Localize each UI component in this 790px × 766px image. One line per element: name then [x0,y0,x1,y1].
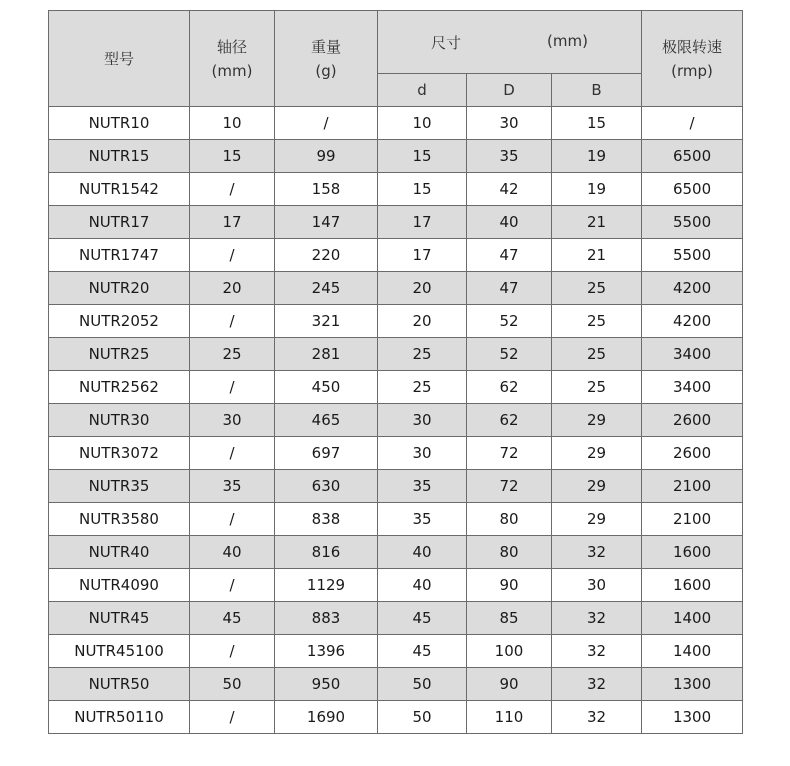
cell-shaft: 17 [190,206,275,239]
cell-weight: 245 [275,272,378,305]
cell-shaft: 25 [190,338,275,371]
cell-shaft: 50 [190,668,275,701]
cell-model: NUTR3072 [49,437,190,470]
header-weight-label: 重量 [310,37,341,56]
cell-B: 15 [552,107,642,140]
cell-D: 110 [467,701,552,734]
cell-weight: 883 [275,602,378,635]
cell-B: 25 [552,338,642,371]
cell-B: 21 [552,239,642,272]
cell-d: 50 [378,668,467,701]
table-row [49,140,743,173]
cell-model: NUTR10 [49,107,190,140]
cell-B: 25 [552,272,642,305]
cell-speed: 3400 [642,338,743,371]
cell-weight: 147 [275,206,378,239]
cell-B: 29 [552,470,642,503]
cell-d: 15 [378,173,467,206]
table-row [49,569,743,602]
cell-D: 52 [467,305,552,338]
cell-d: 15 [378,140,467,173]
cell-speed: 4200 [642,272,743,305]
header-weight [275,11,378,107]
cell-shaft: / [190,173,275,206]
cell-speed: 2600 [642,437,743,470]
cell-weight: 630 [275,470,378,503]
cell-d: 17 [378,206,467,239]
cell-D: 35 [467,140,552,173]
cell-d: 20 [378,272,467,305]
cell-shaft: / [190,437,275,470]
table-row [49,470,743,503]
cell-shaft: 35 [190,470,275,503]
cell-weight: 281 [275,338,378,371]
cell-model: NUTR50 [49,668,190,701]
cell-shaft: 20 [190,272,275,305]
cell-speed: 1300 [642,701,743,734]
cell-speed: / [642,107,743,140]
cell-D: 42 [467,173,552,206]
cell-D: 30 [467,107,552,140]
cell-weight: 838 [275,503,378,536]
cell-D: 90 [467,668,552,701]
cell-B: 30 [552,569,642,602]
cell-d: 25 [378,371,467,404]
cell-D: 47 [467,272,552,305]
cell-shaft: / [190,635,275,668]
cell-weight: 1129 [275,569,378,602]
cell-weight: 697 [275,437,378,470]
header-weight-unit: (g) [315,61,337,80]
cell-weight: / [275,107,378,140]
cell-model: NUTR17 [49,206,190,239]
cell-speed: 2600 [642,404,743,437]
cell-B: 32 [552,602,642,635]
header-shaft-label: 轴径 [216,37,247,56]
cell-weight: 465 [275,404,378,437]
cell-model: NUTR40 [49,536,190,569]
cell-d: 10 [378,107,467,140]
cell-d: 25 [378,338,467,371]
table-row [49,602,743,635]
header-speed [642,11,743,107]
cell-speed: 5500 [642,239,743,272]
cell-weight: 1690 [275,701,378,734]
table-row [49,635,743,668]
cell-D: 72 [467,470,552,503]
cell-shaft: / [190,305,275,338]
table-body [49,107,743,734]
cell-model: NUTR15 [49,140,190,173]
cell-shaft: 45 [190,602,275,635]
cell-weight: 321 [275,305,378,338]
cell-model: NUTR2562 [49,371,190,404]
cell-D: 52 [467,338,552,371]
cell-weight: 158 [275,173,378,206]
cell-speed: 2100 [642,470,743,503]
cell-d: 30 [378,437,467,470]
cell-model: NUTR1542 [49,173,190,206]
cell-speed: 5500 [642,206,743,239]
cell-d: 35 [378,470,467,503]
cell-weight: 99 [275,140,378,173]
cell-d: 45 [378,602,467,635]
cell-shaft: 30 [190,404,275,437]
cell-D: 47 [467,239,552,272]
cell-shaft: 40 [190,536,275,569]
header-speed-label: 极限转速 [662,37,723,56]
header-B: B [552,74,642,107]
header-D: D [467,74,552,107]
cell-model: NUTR25 [49,338,190,371]
header-dims-unit: (mm) [547,31,588,50]
header-dimensions [378,11,642,74]
cell-weight: 1396 [275,635,378,668]
table-row [49,206,743,239]
cell-model: NUTR4090 [49,569,190,602]
cell-weight: 950 [275,668,378,701]
cell-d: 30 [378,404,467,437]
cell-D: 85 [467,602,552,635]
cell-model: NUTR2052 [49,305,190,338]
cell-B: 32 [552,701,642,734]
cell-shaft: / [190,239,275,272]
cell-speed: 6500 [642,173,743,206]
cell-speed: 2100 [642,503,743,536]
cell-D: 90 [467,569,552,602]
table-row [49,503,743,536]
cell-model: NUTR45 [49,602,190,635]
cell-B: 29 [552,437,642,470]
cell-speed: 1400 [642,635,743,668]
cell-d: 20 [378,305,467,338]
cell-model: NUTR30 [49,404,190,437]
cell-model: NUTR35 [49,470,190,503]
table-row [49,239,743,272]
cell-speed: 3400 [642,371,743,404]
table-row [49,404,743,437]
cell-d: 45 [378,635,467,668]
table-row [49,701,743,734]
header-dims-label: 尺寸 [431,33,462,52]
table-row [49,668,743,701]
cell-shaft: / [190,371,275,404]
cell-D: 62 [467,404,552,437]
cell-model: NUTR20 [49,272,190,305]
cell-d: 50 [378,701,467,734]
cell-D: 40 [467,206,552,239]
cell-weight: 220 [275,239,378,272]
cell-d: 17 [378,239,467,272]
cell-model: NUTR50110 [49,701,190,734]
cell-model: NUTR45100 [49,635,190,668]
cell-model: NUTR3580 [49,503,190,536]
cell-d: 40 [378,569,467,602]
cell-B: 19 [552,140,642,173]
table-row [49,338,743,371]
cell-speed: 4200 [642,305,743,338]
cell-shaft: / [190,701,275,734]
bearing-spec-table [48,10,743,734]
cell-weight: 816 [275,536,378,569]
header-speed-unit: (rmp) [671,61,713,80]
cell-B: 19 [552,173,642,206]
table-row [49,272,743,305]
cell-D: 72 [467,437,552,470]
cell-D: 100 [467,635,552,668]
cell-B: 21 [552,206,642,239]
cell-speed: 1600 [642,536,743,569]
cell-B: 32 [552,536,642,569]
table-row [49,437,743,470]
cell-speed: 1300 [642,668,743,701]
cell-B: 25 [552,305,642,338]
table-row [49,107,743,140]
header-d: d [378,74,467,107]
header-model: 型号 [49,11,190,107]
cell-B: 29 [552,503,642,536]
table-row [49,305,743,338]
cell-d: 40 [378,536,467,569]
table-row [49,371,743,404]
cell-B: 25 [552,371,642,404]
table-row [49,173,743,206]
header-shaft-unit: (mm) [211,61,253,80]
cell-shaft: 15 [190,140,275,173]
cell-B: 32 [552,635,642,668]
header-shaft [190,11,275,107]
cell-weight: 450 [275,371,378,404]
cell-speed: 6500 [642,140,743,173]
cell-model: NUTR1747 [49,239,190,272]
cell-speed: 1400 [642,602,743,635]
cell-shaft: / [190,503,275,536]
table-header [49,11,743,107]
cell-B: 32 [552,668,642,701]
cell-shaft: 10 [190,107,275,140]
cell-speed: 1600 [642,569,743,602]
cell-D: 62 [467,371,552,404]
cell-D: 80 [467,536,552,569]
table-row [49,536,743,569]
cell-d: 35 [378,503,467,536]
cell-shaft: / [190,569,275,602]
cell-D: 80 [467,503,552,536]
cell-B: 29 [552,404,642,437]
